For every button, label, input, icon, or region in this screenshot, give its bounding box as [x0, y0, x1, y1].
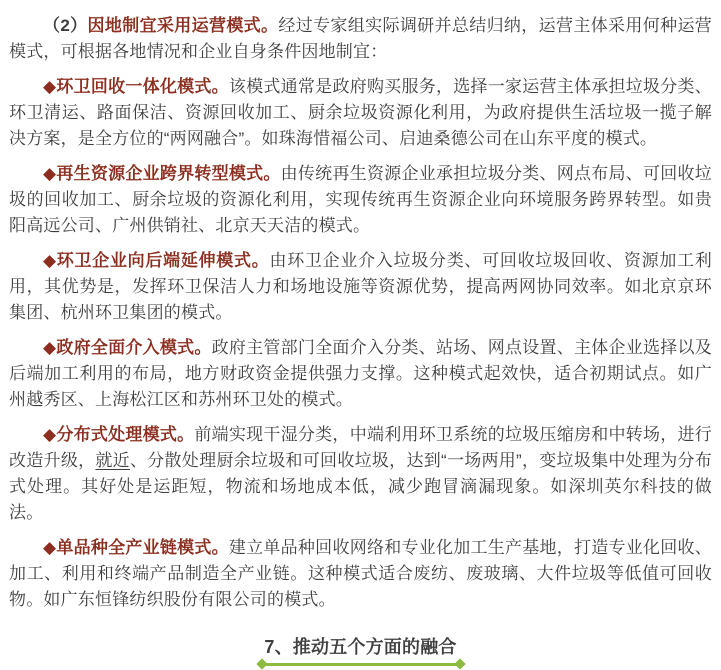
mode-paragraph — [9, 74, 712, 152]
intro-number: （2） — [43, 16, 88, 35]
mode-text-segment: 建立单品种回收网络和专业化加工生产基地，打造专业化回收、加工、利用和终端产品制造全产业链。这种模式适合废纺、废玻璃、大件垃圾等低值可回收物。如广东恒锋纺织股份有限公司的模式。 — [9, 538, 713, 609]
diamond-bullet-icon: ◆ — [43, 77, 57, 96]
diamond-icon — [256, 658, 267, 669]
mode-paragraph — [9, 422, 712, 526]
mode-title: 政府全面介入模式。 — [56, 338, 212, 357]
diamond-bullet-icon: ◆ — [43, 164, 57, 183]
section-divider — [258, 660, 464, 668]
diamond-icon — [454, 658, 465, 669]
diamond-bullet-icon: ◆ — [43, 538, 57, 557]
mode-paragraph — [9, 335, 712, 413]
mode-lead-heading — [43, 338, 212, 357]
mode-text-segment: 政府主管部门全面介入分类、站场、网点设置、主体企业选择以及后端加工利用的布局，地方财政资金提供强力支撑。这种模式起效快，适合初期试点。如广州越秀区、上海松江区和苏州环卫处的模式。 — [9, 338, 712, 409]
mode-title: 环卫回收一体化模式。 — [56, 77, 229, 96]
diamond-bullet-icon: ◆ — [43, 425, 57, 444]
divider-line — [263, 663, 459, 666]
mode-lead-heading — [43, 538, 229, 557]
underlined-text: 就近 — [95, 451, 130, 470]
mode-paragraph — [9, 161, 712, 239]
intro-lead-heading: 因地制宜采用运营模式。 — [87, 16, 279, 35]
intro-text: 经过专家组实际调研并总结归纳，运营主体采用何种运营模式，可根据各地情况和企业自身条件因地制宜： — [9, 16, 712, 61]
mode-text-segment: 由传统再生资源企业承担垃圾分类、网点布局、可回收垃圾的回收加工、厨余垃圾的资源化利用，实现传统再生资源企业向环境服务跨界转型。如贵阳高远公司、广州供销社、北京天天洁的模式。 — [9, 164, 713, 235]
mode-title: 环卫企业向后端延伸模式。 — [56, 251, 270, 270]
mode-paragraph — [9, 248, 712, 326]
diamond-bullet-icon: ◆ — [43, 251, 57, 270]
mode-title: 分布式处理模式。 — [56, 425, 195, 444]
section-title: 7、推动五个方面的融合 — [264, 637, 457, 657]
mode-lead-heading — [43, 251, 269, 270]
mode-title: 再生资源企业跨界转型模式。 — [56, 164, 281, 183]
intro-paragraph — [9, 13, 712, 65]
mode-list — [9, 74, 712, 613]
mode-text-segment: 前端实现干湿分类，中端利用环卫系统的垃圾压缩房和中转场，进行改造升级， — [9, 425, 712, 470]
mode-lead-heading — [43, 164, 281, 183]
next-section-header — [9, 635, 712, 668]
mode-text-segment: 由环卫企业介入垃圾分类、可回收垃圾回收、资源加工利用，其优势是，发挥环卫保洁人力和场地设施等资源优势，提高两网协同效率。如北京京环集团、杭州环卫集团的模式。 — [9, 251, 712, 322]
mode-text-segment: 该模式通常是政府购买服务，选择一家运营主体承担垃圾分类、环卫清运、路面保洁、资源回收加工、厨余垃圾资源化利用，为政府提供生活垃圾一揽子解决方案，是全方位的“两网融合”。如珠海惜福公司、启迪桑德公司在山东平度的模式。 — [9, 77, 713, 148]
mode-lead-heading — [43, 77, 229, 96]
mode-text-segment: 、分散处理厨余垃圾和可回收垃圾，达到“一场两用”，变垃圾集中处理为分布式处理。其好处是运距短，物流和场地成本低，减少跑冒滴漏现象。如深圳英尔科技的做法。 — [9, 451, 712, 522]
diamond-bullet-icon: ◆ — [43, 338, 57, 357]
mode-lead-heading — [43, 425, 194, 444]
mode-paragraph — [9, 535, 712, 613]
mode-title: 单品种全产业链模式。 — [56, 538, 229, 557]
